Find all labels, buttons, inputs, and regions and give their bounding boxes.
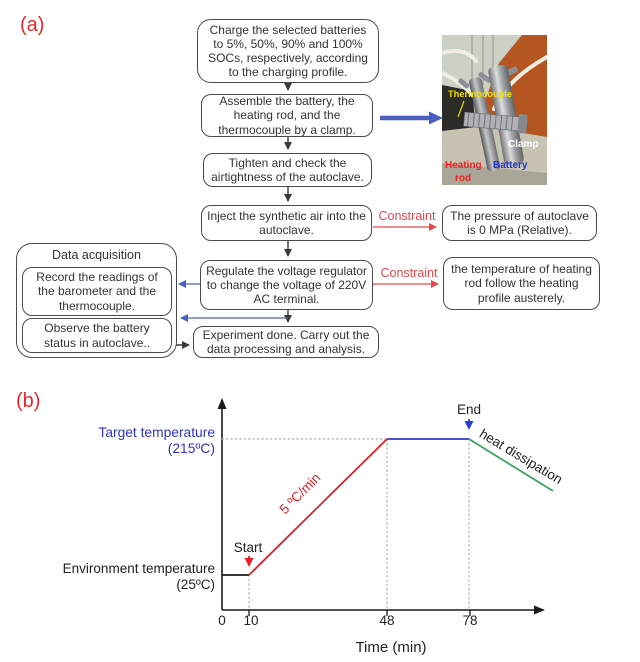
start-annotation: Start xyxy=(233,540,263,555)
target-temperature-label xyxy=(59,425,215,457)
photo-heating-rod-label-line1: Heating xyxy=(445,160,482,171)
constraint-temperature-box: the temperature of heating rod follow the heating profile austerely. xyxy=(443,257,600,310)
step-regulate-box: Regulate the voltage regulator to change the voltage of 220V AC terminal. xyxy=(200,260,373,310)
data-acquisition-title: Data acquisition xyxy=(52,248,141,262)
step-inject-box: Inject the synthetic air into the autoclave. xyxy=(201,205,372,241)
ramp-rate-annotation: 5 ºC/min xyxy=(276,470,324,518)
target-temperature-line1: Target temperature xyxy=(98,425,215,440)
environment-temperature-line2: (25ºC) xyxy=(176,577,215,592)
photo-heating-rod-label-line2: rod xyxy=(455,173,472,184)
constraint-label-1: Constraint xyxy=(378,209,436,223)
panel-a-label: (a) xyxy=(20,14,45,36)
environment-temperature-line1: Environment temperature xyxy=(62,561,215,576)
target-temperature-line2: (215ºC) xyxy=(167,441,215,456)
panel-b-label: (b) xyxy=(16,390,41,412)
photo-thermocouple-label: Thermocouple xyxy=(448,89,513,99)
x-tick-label-10: 10 xyxy=(243,613,259,628)
block-arrow-head xyxy=(429,112,443,125)
x-axis-title: Time (min) xyxy=(355,639,427,656)
end-annotation: End xyxy=(456,402,482,417)
constraint-label-2: Constraint xyxy=(380,266,438,280)
step-done-box: Experiment done. Carry out the data processing and analysis. xyxy=(193,326,379,358)
photo-battery-label: Battery xyxy=(493,160,528,171)
step-assemble-box: Assemble the battery, the heating rod, and the thermocouple by a clamp. xyxy=(201,94,373,137)
step-charge-box: Charge the selected batteries to 5%, 50%, 90% and 100% SOCs, respectively, according to the charging profile. xyxy=(197,19,379,83)
x-tick-label-0: 0 xyxy=(218,613,226,628)
x-tick-label-48: 48 xyxy=(379,613,395,628)
observe-battery-box: Observe the battery status in autoclave.. xyxy=(22,318,172,353)
x-tick-label-78: 78 xyxy=(462,613,478,628)
photo-clamp-label: Clamp xyxy=(508,139,539,150)
temperature-profile xyxy=(222,439,553,575)
block-arrow-to-photo xyxy=(380,112,443,125)
record-readings-box: Record the readings of the barometer and the thermocouple. xyxy=(22,267,172,316)
chart-guides xyxy=(222,439,469,610)
constraint-pressure-box: The pressure of autoclave is 0 MPa (Relative). xyxy=(442,205,597,241)
step-tighten-box: Tighten and check the airtightness of the autoclave. xyxy=(203,153,372,187)
heat-dissipation-annotation: heat dissipation xyxy=(476,425,566,488)
experiment-photo xyxy=(442,35,547,185)
clamp-screw xyxy=(517,114,528,134)
environment-temperature-label xyxy=(25,561,215,593)
